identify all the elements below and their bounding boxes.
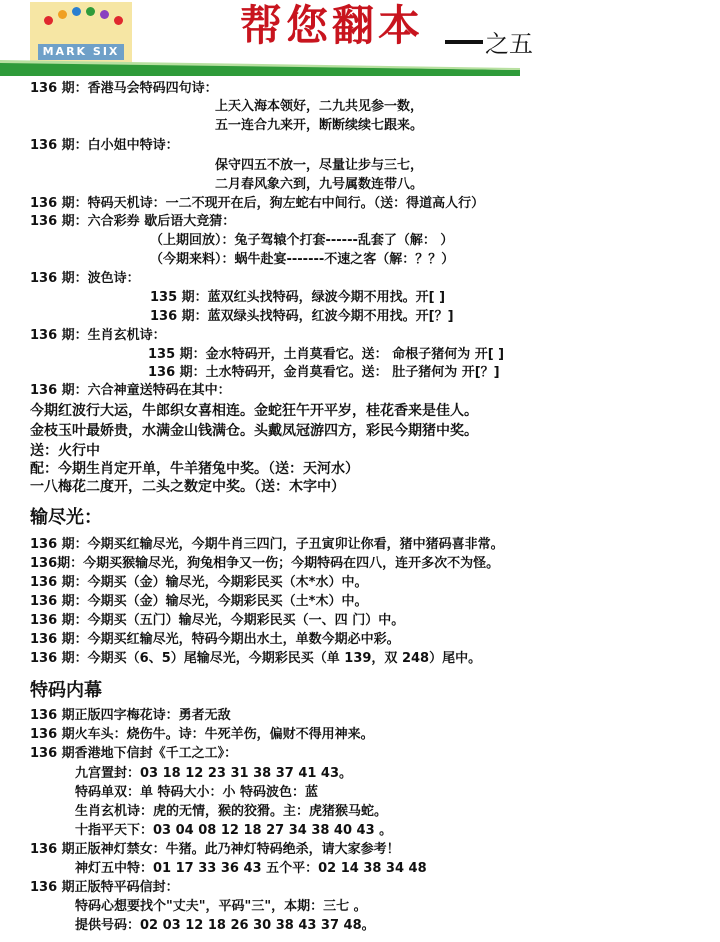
text-line: 136 期：今期买（五门）输尽光，今期彩民买（一、四 门）中。: [30, 613, 405, 628]
text-line: 135 期：金水特码开，土肖莫看它。送： 命根子猪何为 开[ ]: [148, 347, 505, 362]
text-line: 136 期：今期买（6、5）尾输尽光，今期彩民买（单 139，双 248）尾中。: [30, 651, 482, 666]
logo-text: MARK SIX: [38, 44, 124, 60]
section-heading: 输尽光：: [30, 507, 102, 528]
logo-dot-icon: [44, 16, 53, 25]
text-line: 送：火行中: [30, 443, 100, 459]
text-line: 保守四五不放一，尽量让步与三七，: [215, 158, 424, 173]
text-line: 136 期正版神灯禁女：牛猪。此乃神灯特码绝杀，请大家参考！: [30, 842, 400, 857]
text-line: 136 期：今期买红输尽光，特码今期出水土，单数今期必中彩。: [30, 632, 400, 647]
text-line: 136 期：特码天机诗：一二不现开在后，狗左蛇右中间行。（送：得道高人行）: [30, 196, 485, 211]
logo-dot-icon: [100, 10, 109, 19]
text-line: 金枝玉叶最娇贵，水满金山钱满仓。头戴凤冠游四方，彩民今期猪中奖。: [30, 423, 478, 439]
text-line: 生肖玄机诗：虎的无情，猴的狡猾。主：虎猪猴马蛇。: [75, 804, 388, 819]
text-line: 136 期火车头：烧伤牛。诗：牛死羊伤，偏财不得用神来。: [30, 727, 374, 742]
mark-six-logo: [30, 2, 132, 64]
text-line: 136 期：蓝双绿头找特码，红波今期不用找。开[？]: [150, 309, 454, 324]
text-line: 136 期：今期买红输尽光，今期牛肖三四门，子丑寅卯让你看，猪中猪码喜非常。: [30, 537, 504, 552]
text-line: 135 期：蓝双红头找特码，绿波今期不用找。开[ ]: [150, 290, 446, 305]
text-line: 神灯五中特：01 17 33 36 43 五个平：02 14 38 34 48: [75, 861, 427, 876]
text-line: 十指平天下：03 04 08 12 18 27 34 38 40 43 。: [75, 823, 393, 838]
title-suffix: 之五: [485, 30, 533, 58]
text-line: 136 期：六合神童送特码在其中：: [30, 383, 231, 398]
text-line: 特码心想要找个"丈夫"，平码"三"，本期：三七 。: [75, 899, 367, 914]
text-line: 136 期正版特平码信封：: [30, 880, 179, 895]
text-line: （上期回放）：兔子驾辕个打套------乱套了（解： ）: [150, 233, 454, 248]
text-line: 136 期：今期买（金）输尽光，今期彩民买（土*木）中。: [30, 594, 368, 609]
text-line: 136 期：土水特码开，金肖莫看它。送： 肚子猪何为 开[？]: [148, 365, 500, 380]
title-dash: [445, 40, 483, 44]
text-line: 136 期：生肖玄机诗：: [30, 328, 166, 343]
text-line: 特码单双：单 特码大小：小 特码波色：蓝: [75, 785, 319, 800]
text-line: 136 期：香港马会特码四句诗：: [30, 81, 218, 96]
text-line: 136 期：今期买（金）输尽光，今期彩民买（木*水）中。: [30, 575, 368, 590]
text-line: 136 期：六合彩券 歇后语大竞猜：: [30, 214, 236, 229]
logo-dot-icon: [72, 7, 81, 16]
text-line: 136 期香港地下信封《千工之工》：: [30, 746, 238, 761]
text-line: 136 期正版四字梅花诗：勇者无敌: [30, 708, 231, 723]
text-line: 二月春风象六到，九号属数连带八。: [215, 177, 424, 192]
text-line: 136期：今期买猴输尽光，狗兔相争又一伤；今期特码在四八，连开多次不为怪。: [30, 556, 500, 571]
text-line: 上天入海本领好，二九共见参一数，: [215, 99, 424, 114]
logo-dot-icon: [86, 7, 95, 16]
text-line: 配：今期生肖定开单，牛羊猪兔中奖。（送：天河水）: [30, 461, 359, 477]
text-line: 九宫置封：03 18 12 23 31 38 37 41 43。: [75, 766, 353, 781]
section-heading: 特码内幕: [30, 680, 102, 701]
green-swoosh: [0, 60, 520, 76]
text-line: 提供号码：02 03 12 18 26 30 38 43 37 48。: [75, 918, 375, 933]
text-line: 五一连合九来开，断断续续七跟来。: [215, 118, 424, 133]
text-line: 一八梅花二度开，二头之数定中奖。（送：木字中）: [30, 479, 345, 495]
logo-dot-icon: [58, 10, 67, 19]
text-line: 136 期：白小姐中特诗：: [30, 138, 179, 153]
text-line: 136 期：波色诗：: [30, 271, 140, 286]
logo-dot-icon: [114, 16, 123, 25]
page-title: 帮您翻本: [240, 1, 425, 50]
text-line: 今期红波行大运，牛郎织女喜相连。金蛇狂午开平岁，桂花香来是佳人。: [30, 403, 478, 419]
header-banner: [0, 0, 720, 80]
text-line: （今期来料）：蜗牛赴宴-------不速之客（解：？？）: [150, 252, 455, 267]
